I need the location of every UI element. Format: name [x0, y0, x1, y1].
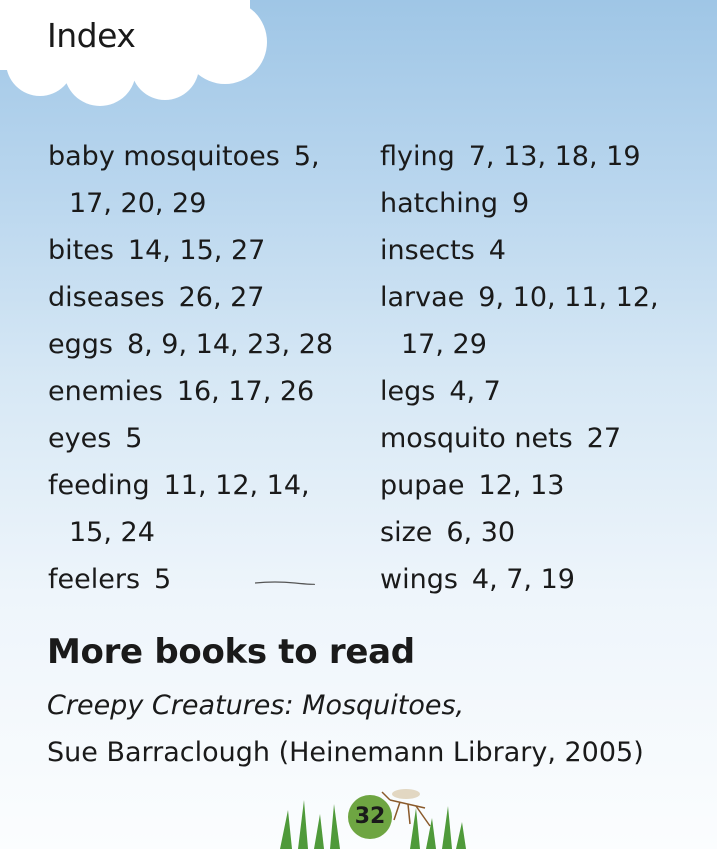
book-author: Sue Barraclough (Heinemann Library, 2005)	[47, 737, 644, 768]
index-entry	[380, 274, 710, 368]
index-entry	[48, 227, 378, 274]
smudge-mark	[255, 580, 315, 586]
index-pages: 6, 30	[446, 517, 516, 548]
cloud-icon	[0, 0, 275, 110]
index-term: mosquito nets	[380, 423, 573, 454]
index-term: flying	[380, 141, 455, 172]
index-entry	[380, 227, 710, 274]
index-pages: 5,	[293, 141, 320, 172]
index-column-right	[380, 133, 710, 603]
index-pages: 4, 7, 19	[471, 564, 575, 595]
index-entry	[380, 133, 710, 180]
index-term: eggs	[48, 329, 113, 360]
index-entry	[380, 180, 710, 227]
index-pages: 14, 15, 27	[127, 235, 266, 266]
index-entry	[380, 368, 710, 415]
page-number: 32	[348, 795, 392, 839]
index-entry	[380, 415, 710, 462]
index-pages: 12, 13	[478, 470, 565, 501]
more-books-heading: More books to read	[47, 632, 415, 672]
index-pages: 5	[125, 423, 143, 454]
index-pages: 4	[488, 235, 506, 266]
index-pages: 9	[511, 188, 530, 219]
index-entry	[48, 274, 378, 321]
index-term: bites	[48, 235, 114, 266]
index-entry	[48, 462, 378, 556]
index-term: enemies	[48, 376, 163, 407]
index-pages: 9, 10, 11, 12,	[478, 282, 659, 313]
index-entry	[48, 415, 378, 462]
index-term: feelers	[48, 564, 141, 595]
page-title: Index	[47, 16, 136, 55]
index-pages: 5	[154, 564, 172, 595]
index-pages: 16, 17, 26	[176, 376, 315, 407]
index-pages: 26, 27	[178, 282, 265, 313]
index-pages-continued: 17, 20, 29	[69, 188, 207, 219]
index-term: larvae	[380, 282, 465, 313]
index-pages: 7, 13, 18, 19	[468, 141, 641, 172]
index-term: feeding	[48, 470, 150, 501]
index-term: legs	[380, 376, 436, 407]
index-term: wings	[380, 564, 458, 595]
index-entry	[48, 556, 378, 603]
index-entry	[48, 368, 378, 415]
index-entry	[380, 509, 710, 556]
index-term: hatching	[380, 188, 498, 219]
index-pages: 4, 7	[449, 376, 501, 407]
index-term: pupae	[380, 470, 465, 501]
index-term: insects	[380, 235, 475, 266]
index-term: baby mosquitoes	[48, 141, 280, 172]
index-term: diseases	[48, 282, 165, 313]
index-pages: 11, 12, 14,	[163, 470, 310, 501]
index-pages-continued: 17, 29	[401, 329, 487, 360]
index-pages-continued: 15, 24	[69, 517, 155, 548]
index-entry	[48, 133, 378, 227]
index-entry	[380, 462, 710, 509]
index-pages: 8, 9, 14, 23, 28	[126, 329, 334, 360]
index-entry	[380, 556, 710, 603]
index-entry	[48, 321, 378, 368]
index-term: size	[380, 517, 433, 548]
index-column-left	[48, 133, 378, 603]
index-pages: 27	[586, 423, 622, 454]
index-term: eyes	[48, 423, 112, 454]
book-title: Creepy Creatures: Mosquitoes,	[47, 690, 465, 721]
